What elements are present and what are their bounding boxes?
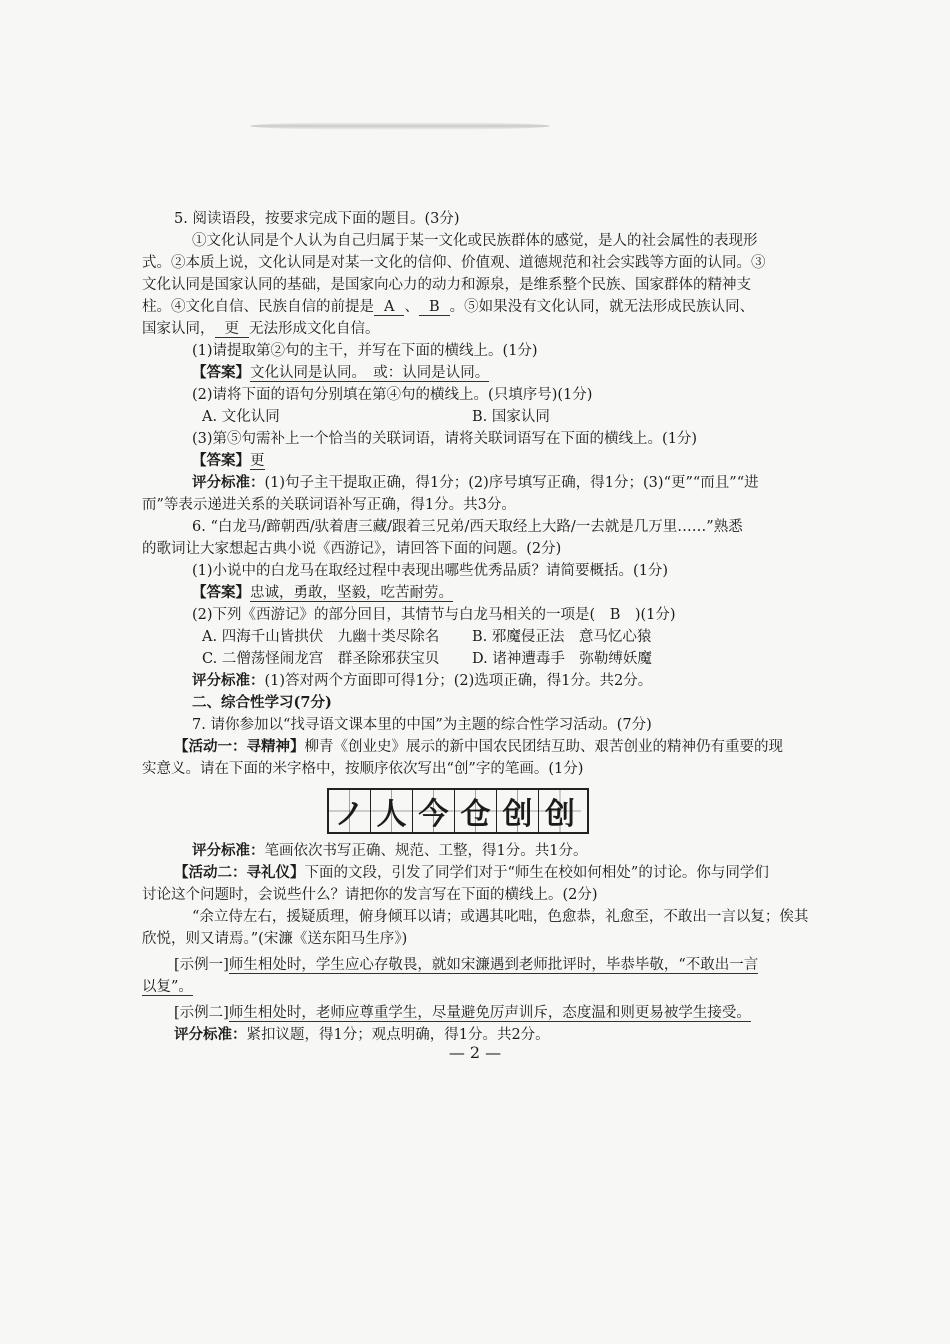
stroke-cell: 仓 [455, 790, 497, 832]
score-label: 评分标准： [192, 672, 265, 689]
activity-2-text: 下面的文段，引发了同学们对于“师生在校如何相处”的讨论。你与同学们 [304, 865, 769, 881]
q5-answer-3 [142, 450, 792, 472]
example-1-text-2: 以复”。 [142, 979, 193, 995]
q7-example-1 [142, 954, 792, 976]
q5-passage-text: 无法形成文化自信。 [249, 321, 380, 337]
q7-example-2 [142, 1002, 792, 1024]
example-1-label: [示例一] [174, 957, 229, 973]
q7-example-1-line-2 [142, 976, 792, 998]
answer-label: 【答案】 [192, 364, 250, 381]
activity-1-label: 【活动一：寻精神】 [174, 738, 305, 755]
q6-score [142, 670, 792, 692]
stroke-cell: 创 [497, 790, 539, 832]
example-1-text: 师生相处时，学生应心存敬畏，就如宋濂遇到老师批评时，毕恭毕敬，“不敢出一言 [228, 957, 759, 973]
answer-text: 更 [250, 453, 265, 469]
q6-title-2: 的歌词让大家想起古典小说《西游记》，请回答下面的问题。(2分) [142, 541, 562, 557]
mi-character-grid [327, 788, 589, 834]
answer-text: 忠诚，勇敢，坚毅，吃苦耐劳。 [250, 585, 453, 601]
q5-score-1 [142, 472, 792, 494]
option-c: C. 二僧荡怪闹龙宫 群圣除邪获宝贝 [202, 651, 440, 667]
q5-passage-line-4 [142, 296, 792, 318]
q7-title: 7. 请你参加以“找寻语文课本里的中国”为主题的综合性学习活动。(7分) [192, 717, 652, 733]
blank-a: A [374, 299, 404, 316]
q5-passage-line-2: 式。②本质上说，文化认同是对某一文化的信仰、价值观、道德规范和社会实践等方面的认同。③ [142, 255, 766, 271]
q7-activity-1 [142, 736, 792, 758]
q6-options-ab [142, 626, 792, 648]
option-b: B. 邪魔侵正法 意马忆心猿 [472, 629, 652, 645]
q5-sub-1: (1)请提取第②句的主干，并写在下面的横线上。(1分) [192, 343, 538, 359]
activity-2-label: 【活动二：寻礼仪】 [174, 864, 305, 881]
q5-passage-text: 柱。④文化自信、民族自信的前提是 [142, 299, 374, 315]
option-d: D. 诸神遭毒手 弥勒缚妖魔 [472, 651, 652, 667]
q6-sub-1: (1)小说中的白龙马在取经过程中表现出哪些优秀品质？请简要概括。(1分) [192, 563, 669, 579]
q7-activity-2 [142, 862, 792, 884]
blank-c: 更 [215, 321, 250, 338]
score-label: 评分标准： [192, 842, 265, 859]
q7-quote-1: “余立侍左右，援疑质理，俯身倾耳以请；或遇其叱咄，色愈恭，礼愈至，不敢出一言以复；俟其 [192, 909, 809, 925]
stroke-cell: ノ [329, 790, 371, 832]
option-a: A. 文化认同 [202, 409, 280, 425]
q5-answer-1 [142, 362, 792, 384]
q5-passage-line-3: 文化认同是国家认同的基础，是国家向心力的动力和源泉，是维系整个民族、国家群体的精神支 [142, 277, 751, 293]
document-page [142, 208, 809, 1046]
section-2-heading: 二、综合性学习(7分) [192, 694, 332, 711]
score-label: 评分标准： [174, 1026, 247, 1043]
q5-passage-text: 国家认同， [142, 321, 215, 337]
blank-b: B [419, 299, 450, 316]
stroke-cell: 人 [371, 790, 413, 832]
stroke-cell: 创 [539, 790, 581, 832]
q5-title: 5. 阅读语段，按要求完成下面的题目。(3分) [174, 211, 460, 227]
score-text: 笔画依次书写正确、规范、工整，得1分。共1分。 [264, 843, 588, 859]
q6-answer-1 [142, 582, 792, 604]
q5-options [142, 406, 792, 428]
score-text: (1)答对两个方面即可得1分；(2)选项正确，得1分。共2分。 [264, 673, 653, 689]
q6-sub-2: (2)下列《西游记》的部分回目，其情节与白龙马相关的一项是( B )(1分) [192, 607, 676, 623]
score-text: (1)句子主干提取正确，得1分；(2)序号填写正确，得1分；(3)“更”“而且”“进 [264, 475, 759, 491]
q5-passage-line-1: ①文化认同是个人认为自己归属于某一文化或民族群体的感觉，是人的社会属性的表现形 [192, 233, 758, 249]
q7-activity-1-line-2: 实意义。请在下面的米字格中，按顺序依次写出“创”字的笔画。(1分) [142, 761, 584, 777]
score-text: 紧扣议题，得1分；观点明确，得1分。共2分。 [246, 1027, 550, 1043]
q5-sub-2: (2)请将下面的语句分别填在第④句的横线上。(只填序号)(1分) [192, 387, 593, 403]
q5-score-2: 而”等表示递进关系的关联词语补写正确，得1分。共3分。 [142, 497, 516, 513]
q5-passage-text: 。⑤如果没有文化认同，就无法形成民族认同、 [449, 299, 755, 315]
option-b: B. 国家认同 [472, 409, 550, 425]
option-a: A. 四海千山皆拱伏 九幽十类尽除名 [202, 629, 440, 645]
q7-quote-2: 欣悦，则又请焉。”(宋濂《送东阳马生序》) [142, 931, 408, 947]
page-number: — 2 — [448, 1043, 502, 1062]
example-2-label: [示例二] [174, 1005, 229, 1021]
activity-1-text: 柳青《创业史》展示的新中国农民团结互助、艰苦创业的精神仍有重要的现 [304, 739, 783, 755]
answer-text: 文化认同是认同。 或：认同是认同。 [250, 365, 490, 381]
answer-label: 【答案】 [192, 452, 250, 469]
q5-sub-3: (3)第⑤句需补上一个恰当的关联词语，请将关联词语写在下面的横线上。(1分) [192, 431, 698, 447]
q6-title: 6. “白龙马/蹄朝西/驮着唐三藏/跟着三兄弟/西天取经上大路/一去就是几万里……”熟悉 [192, 519, 743, 535]
blank-separator: 、 [404, 299, 419, 315]
stroke-cell: 今 [413, 790, 455, 832]
answer-label: 【答案】 [192, 584, 250, 601]
q5-passage-line-5 [142, 318, 792, 340]
scan-shadow [250, 122, 550, 130]
q7-score-1 [142, 840, 792, 862]
score-label: 评分标准： [192, 474, 265, 491]
example-2-text: 师生相处时，老师应尊重学生，尽量避免厉声训斥，态度温和则更易被学生接受。 [228, 1005, 751, 1021]
q7-activity-2-line-2: 讨论这个问题时，会说些什么？请把你的发言写在下面的横线上。(2分) [142, 887, 598, 903]
q6-options-cd [142, 648, 792, 670]
